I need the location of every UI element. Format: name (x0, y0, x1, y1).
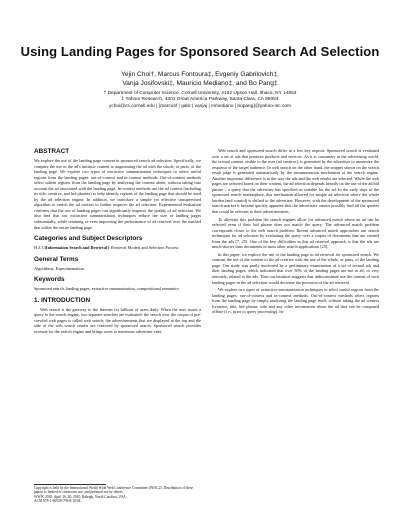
introduction-text: Web search is the gateway to the Internet for billions of users daily. When the user issues a query to the search engine, two separate searches are evaluated: the search over the corpus of pre-crawled web pages is called web search; the advertisements that are displayed at the top and the side of the web search results are retrieved by sponsored search. Sponsored search provides revenue for the search engine and brings users to numerous advertiser sites. (34, 306, 201, 334)
categories-heading: Categories and Subject Descriptors (34, 235, 143, 243)
right-paragraph-3: In this paper, we explore the use of the landing page in ad retrieval for sponsored search. We contrast the use of the content of the ad creative with the use of the whole, or parts, of the landing page. Our study was partly motivated by a preliminary examination of a set of textual ads and their landing pages, which indicated that over 50% of the landing pages are not at all, or very remotely, related to the ads. Thus our intuition suggests that indiscriminate use the content of such landing pages in the ad selection would decrease the precision of the ad retrieval. (212, 251, 379, 285)
author-emails: ychoi@cs.cornell.edu | {marcusf | gabr | vanjaj | mmediano | bopang}@yahoo-inc.com (108, 103, 292, 109)
right-paragraph-1: Web search and sponsored search differ in a few key aspects. Sponsored search is evaluated over a set of ads that promote products and services. As it is customary in the advertising world, the textual content visible to the user (ad creative), is generated by the advertiser to maximize the response of the target audience. In web search on the other hand, the snippet shown on the search result page is generated automatically by the summarization mechanism of the search engine. Another important difference is in the way the ads and the web results are selected. While the web pages are selected based on their content, the ad selection depends heavily on the use of the ad bid phrase – a query that the advertiser has specified as suitable for the ad. In the early days of the sponsored search marketplace, this mechanism allowed for simple ad selection where the whole burden (and control) is shifted to the advertiser. However, with the development of the sponsored search market it became quickly apparent that the advertisers cannot possibly find all the queries that could be relevant to their advertisements. (212, 148, 379, 215)
copyright-notice (34, 486, 201, 504)
author-list (0, 70, 400, 88)
affiliation-yahoo: ‡ Yahoo! Research, 4301 Great America Parkway, Santa Clara, CA 95054 (121, 97, 279, 103)
general-terms-heading: General Terms (34, 255, 79, 263)
abstract-heading: ABSTRACT (34, 148, 70, 155)
category-name: [Information Search and Retrieval] (44, 245, 109, 251)
authors-line-2: Vanja Josifovski‡, Mauricio Mediano‡, and Bo Pang‡ (122, 80, 278, 87)
affiliations (0, 91, 400, 110)
introduction-heading: 1. INTRODUCTION (34, 296, 91, 304)
abstract-text: We explore the use of the landing page content in sponsored search ad selection. Specifically, we compare the use of the ad's intrinsic content to augmenting the ad with the whole, or parts, of the landing page. We explore two types of extractive summarization techniques to select useful regions from the landing pages: out-of-context and in-context methods. Out-of-context methods select salient regions from the landing page by analyzing the content alone, without taking into account the ad associated with the landing page. In-context methods use the ad context (including its title, creative, and bid phrases) to help identify regions of the landing page that should be used by the ad selection engine. In addition, we introduce a simple yet effective unsupervised algorithm to enrich the ad context to further improve the ad selection. Experimental evaluation confirms that the use of landing pages can significantly improve the quality of ad selection. We also find that our extractive summarization techniques reduce the size of landing pages substantially, while retaining or even improving the performance of ad retrieval over the method that utilize the entire landing page. (34, 158, 201, 230)
keywords-text: Sponsored search, landing pages, extractive summarization, compositional semantics (34, 286, 179, 292)
affiliation-cornell: † Department of Computer Science, Cornell University, 4162 Upson Hall, Ithaca, NY 14853 (103, 91, 297, 96)
copyright-line-3: ACM 978-1-60558-799-8/10/04. (34, 499, 82, 504)
left-column (34, 148, 201, 336)
authors-line-1: Yejin Choi†, Marcus Fontoura‡, Evgeniy Gabrilovich‡, (121, 71, 279, 78)
right-paragraph-4: We explore two types of extractive summarization techniques to select useful regions from the landing pages: out-of-context and in-context methods. Out-of-context methods select regions from the landing page by simply analyzing the landing page itself, without taking the ad context (creative, title, bid phrase, title and any other information about the ad that can be computed offline (i.e., prior to query processing). In- (212, 287, 379, 315)
categories-text (34, 245, 201, 251)
category-code: H.3.3 (34, 245, 44, 251)
right-column (212, 148, 379, 317)
right-paragraph-2: To alleviate this problem the search engines allow for advanced match where an ad can be selected even if their bid phrase does not match the query. The advanced match problem corresponds closer to the web search problem. Recent advanced match approaches use search techniques for ad selection by evaluating the query over a corpus of documents that are created from the ads [7, 25]. One of the key difficulties in this ad retrieval approach is that the ads are much shorter than documents in most other search applications [25]. (212, 216, 379, 250)
copyright-line-1: Copyright is held by the International World Wide Web Conference Committee (IW3C2). Distribution of these papers is limited to classroom use, and personal use by others. (34, 486, 194, 495)
paper-title: Using Landing Pages for Sponsored Search Ad Selection (20, 44, 380, 59)
footnote-rule (34, 484, 106, 485)
copyright-line-2: WWW 2010, April 26–30, 2010, Raleigh, North Carolina, USA. (34, 494, 127, 499)
category-rest: : Retrieval Models and Selection Process (108, 245, 179, 251)
keywords-heading: Keywords (34, 276, 65, 284)
general-terms-text: Algorithms, Experimentation (34, 265, 84, 271)
